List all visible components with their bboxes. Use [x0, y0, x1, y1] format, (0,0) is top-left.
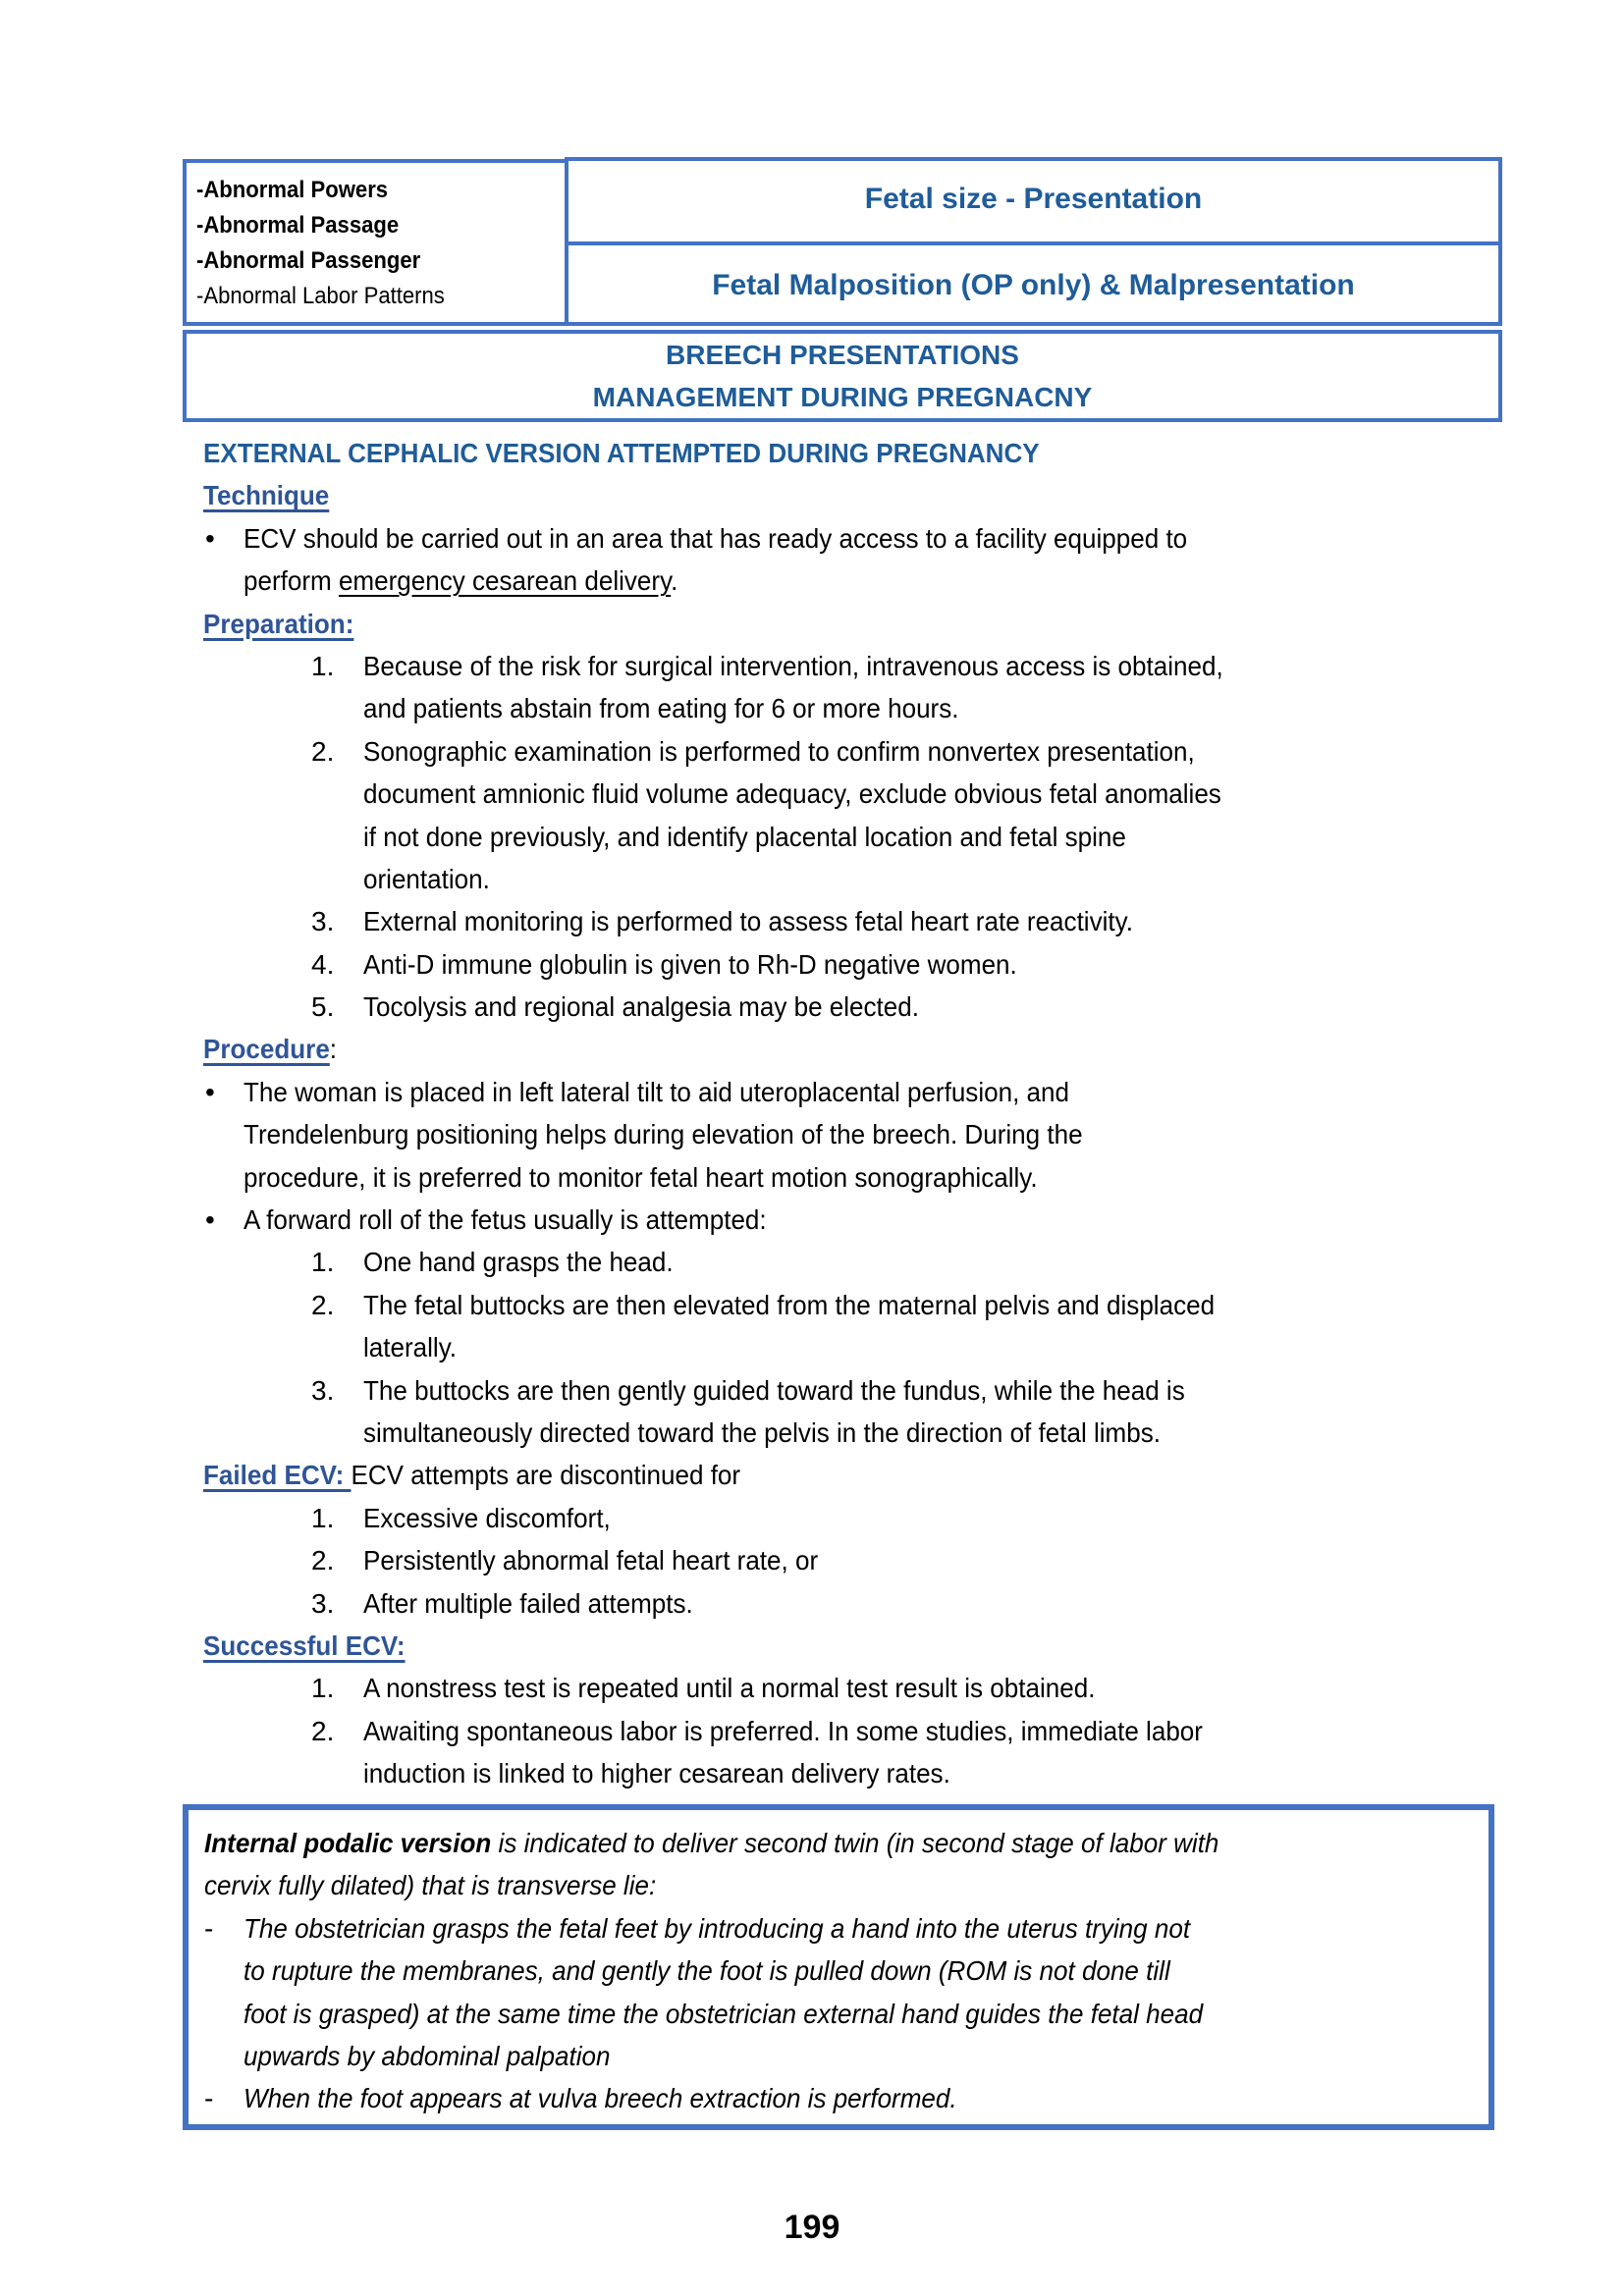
technique-label: Technique	[203, 480, 330, 511]
procedure-step: 3. The buttocks are then gently guided toward the fundus, while the head is	[311, 1374, 1185, 1406]
header-item-passage: -Abnormal Passage	[196, 212, 400, 239]
header-right-top-cell	[565, 157, 1502, 245]
page-number: 199	[784, 2209, 840, 2246]
bullet-icon: •	[205, 522, 215, 554]
failed-ecv-intro: ECV attempts are discontinued for	[351, 1460, 741, 1491]
emergency-cesarean-link-text: emergency cesarean delivery	[338, 565, 672, 597]
chapter-title-box	[183, 330, 1502, 422]
labor-abnormality-list	[196, 173, 445, 314]
procedure-step: 1. One hand grasps the head.	[311, 1247, 674, 1278]
header-left-cell	[183, 159, 568, 326]
ipv-point: - When the foot appears at vulva breech extraction is performed.	[204, 2077, 1295, 2119]
successful-ecv-item: 2. Awaiting spontaneous labor is preferred. In some studies, immediate labor	[311, 1715, 1203, 1746]
preparation-item: 2. Sonographic examination is performed to confirm nonvertex presentation,	[311, 735, 1195, 767]
preparation-label: Preparation:	[203, 608, 354, 639]
procedure-step: 2. The fetal buttocks are then elevated from the maternal pelvis and displaced	[311, 1289, 1216, 1320]
preparation-item: 4. Anti-D immune globulin is given to Rh-D negative women.	[311, 948, 1017, 980]
failed-ecv-item: 1. Excessive discomfort,	[311, 1502, 611, 1533]
failed-ecv-item: 2. Persistently abnormal fetal heart rate, or	[311, 1545, 819, 1576]
preparation-item: 5. Tocolysis and regional analgesia may be elected.	[311, 991, 919, 1023]
header-malposition-title: Fetal Malposition (OP only) & Malpresentation	[712, 269, 1355, 301]
main-content: EXTERNAL CEPHALIC VERSION ATTEMPTED DURING PREGNANCY Technique • ECV should be carried out in an area that has ready access to a facility equipped to perform emergency cesarean delivery. Preparation: 1. Because of the risk for surgical intervention, intravenous access is obtained, and patients abstain from eating for 6 or more hours. 2. Sonographic examination is performed to confirm nonvertex presentation, document amnionic fluid volume adequacy, exclude obvious fetal anomalies if not done previously, and identify placental location and fetal spine orientation. 3. External monitoring is performed to assess fetal heart rate reactivity. 4. Anti-D immune globulin is given to Rh-D negative women. 5. Tocolysis and regional analgesia may be elected. Procedure: • The woman is placed in left lateral tilt to aid uteroplacental perfusion, and Trendelenburg positioning helps during elevation of the breech. During the procedure, it is preferred to monitor fetal heart motion sonographically. • A forward roll of the fetus usually is attempted: 1. One hand grasps the head. 2. The fetal buttocks are then elevated from the maternal pelvis and displaced laterally. 3. The buttocks are then gently guided toward the fundus, while the head is simultaneously directed toward the pelvis in the direction of fetal limbs. Failed ECV: ECV attempts are discontinued for 1. Excessive discomfort, 2. Persistently abnormal fetal heart rate, or 3. After multiple failed attempts. Successful ECV: 1. A nonstress test is repeated until a normal test result is obtained. 2. Awaiting spontaneous labor is preferred. In some studies, immediate labor induction is linked to higher cesarean delivery rates.	[203, 432, 1499, 1795]
procedure-bullet: • A forward roll of the fetus usually is attempted:	[203, 1199, 1499, 1241]
bullet-icon: •	[205, 1076, 215, 1107]
header-right-bottom-cell	[565, 241, 1502, 326]
section-heading: EXTERNAL CEPHALIC VERSION ATTEMPTED DURING PREGNANCY	[203, 438, 1040, 468]
procedure-bullet: • The woman is placed in left lateral tilt to aid uteroplacental perfusion, and	[203, 1071, 1499, 1113]
header-fetal-size-title: Fetal size - Presentation	[864, 183, 1203, 215]
internal-podalic-version-box: Internal podalic version is indicated to deliver second twin (in second stage of labor with cervix fully dilated) that is transverse lie: - The obstetrician grasps the fetal feet by introducing a hand into the uterus trying not to rupture the membranes, and gently the foot is pulled down (ROM is not done till foot is grasped) at the same time the obstetrician external hand guides the fetal head upwards by abdominal palpation - When the foot appears at vulva breech extraction is performed.	[183, 1804, 1494, 2130]
header-item-labor-patterns: -Abnormal Labor Patterns	[196, 283, 445, 309]
preparation-item: 1. Because of the risk for surgical intervention, intravenous access is obtained,	[311, 650, 1223, 681]
header-item-powers: -Abnormal Powers	[196, 177, 389, 203]
dash-bullet-icon: -	[204, 2083, 214, 2114]
failed-ecv-item: 3. After multiple failed attempts.	[311, 1587, 693, 1619]
dash-bullet-icon: -	[204, 1912, 214, 1944]
header-item-passenger: -Abnormal Passenger	[196, 247, 421, 274]
successful-ecv-item: 1. A nonstress test is repeated until a normal test result is obtained.	[311, 1673, 1096, 1704]
ipv-term: Internal podalic version	[204, 1828, 492, 1858]
chapter-title-line2: MANAGEMENT DURING PREGNACNY	[592, 382, 1093, 412]
chapter-title-line1: BREECH PRESENTATIONS	[666, 340, 1019, 370]
procedure-label: Procedure	[203, 1034, 330, 1065]
bullet-icon: •	[205, 1204, 215, 1236]
technique-bullet: • ECV should be carried out in an area that has ready access to a facility equipped to	[203, 517, 1499, 560]
failed-ecv-label: Failed ECV:	[203, 1460, 352, 1491]
preparation-item: 3. External monitoring is performed to assess fetal heart rate reactivity.	[311, 906, 1133, 937]
ipv-point: - The obstetrician grasps the fetal feet by introducing a hand into the uterus trying not	[204, 1907, 1295, 1949]
successful-ecv-label: Successful ECV:	[203, 1629, 406, 1661]
